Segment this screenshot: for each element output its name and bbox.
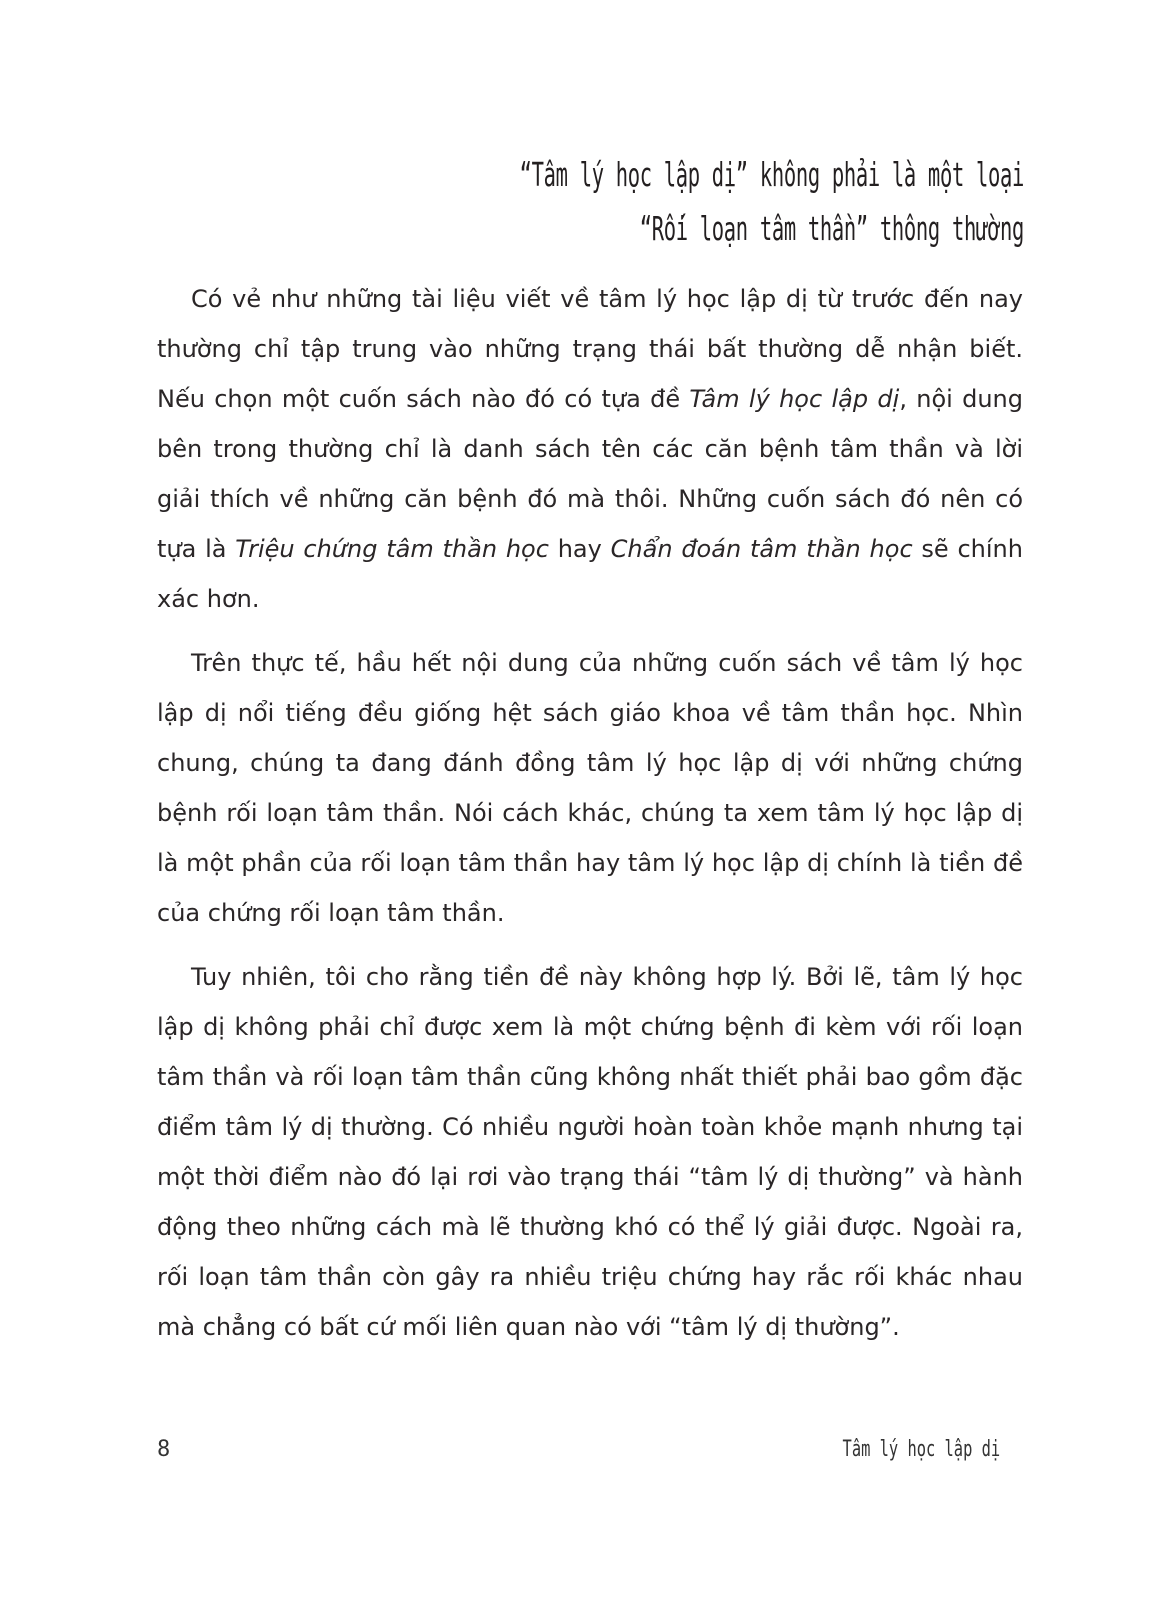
italic-book-title-1: Tâm lý học lập dị bbox=[689, 385, 900, 413]
paragraph-3: Tuy nhiên, tôi cho rằng tiền đề này không hợp lý. Bởi lẽ, tâm lý học lập dị không phải chỉ được xem là một chứng bệnh đi kèm với rối loạn tâm thần và rối loạn tâm thần cũng không nhất thiết phải bao gồm đặc điểm tâm lý dị thường. Có nhiều người hoàn toàn khỏe mạnh nhưng tại một thời điểm nào đó lại rơi vào trạng thái “tâm lý dị thường” và hành động theo những cách mà lẽ thường khó có thể lý giải được. Ngoài ra, rối loạn tâm thần còn gây ra nhiều triệu chứng hay rắc rối khác nhau mà chẳng có bất cứ mối liên quan nào với “tâm lý dị thường”. bbox=[157, 963, 1023, 1341]
paragraph-1-text-a: Có vẻ như những tài liệu viết về tâm lý học lập dị từ trước đến nay thường chỉ tập trung vào những trạng thái bất thường dễ nhận biết. Nếu chọn một cuốn sách nào đó có tựa đề bbox=[157, 285, 1023, 413]
heading-line-2: “Rối loạn tâm thần” thông thường bbox=[639, 209, 1024, 248]
paragraph-2: Trên thực tế, hầu hết nội dung của những cuốn sách về tâm lý học lập dị nổi tiếng đều giống hệt sách giáo khoa về tâm thần học. Nhìn chung, chúng ta đang đánh đồng tâm lý học lập dị với những chứng bệnh rối loạn tâm thần. Nói cách khác, chúng ta xem tâm lý học lập dị là một phần của rối loạn tâm thần hay tâm lý học lập dị chính là tiền đề của chứng rối loạn tâm thần. bbox=[157, 649, 1023, 927]
paragraph-1-text-e: hay bbox=[548, 535, 611, 563]
paragraph-1 bbox=[157, 274, 1023, 624]
heading-line-1: “Tâm lý học lập dị” không phải là một loại bbox=[519, 155, 1024, 194]
page-number: 8 bbox=[157, 1437, 171, 1462]
italic-book-title-3: Chẩn đoán tâm thần học bbox=[610, 535, 913, 563]
paragraph-1-text-c: , nội dung bên trong thường chỉ là danh sách tên các căn bệnh tâm thần và lời giải thích về những căn bệnh đó mà thôi. Những cuốn sách đó nên có tựa là bbox=[157, 385, 1024, 563]
italic-book-title-2: Triệu chứng tâm thần học bbox=[235, 535, 549, 563]
chapter-heading bbox=[519, 148, 1024, 256]
running-footer-title: Tâm lý học lập dị bbox=[842, 1437, 1000, 1462]
body-text bbox=[157, 274, 1023, 1366]
paragraph-1-text-g: sẽ chính xác hơn. bbox=[157, 535, 1023, 613]
